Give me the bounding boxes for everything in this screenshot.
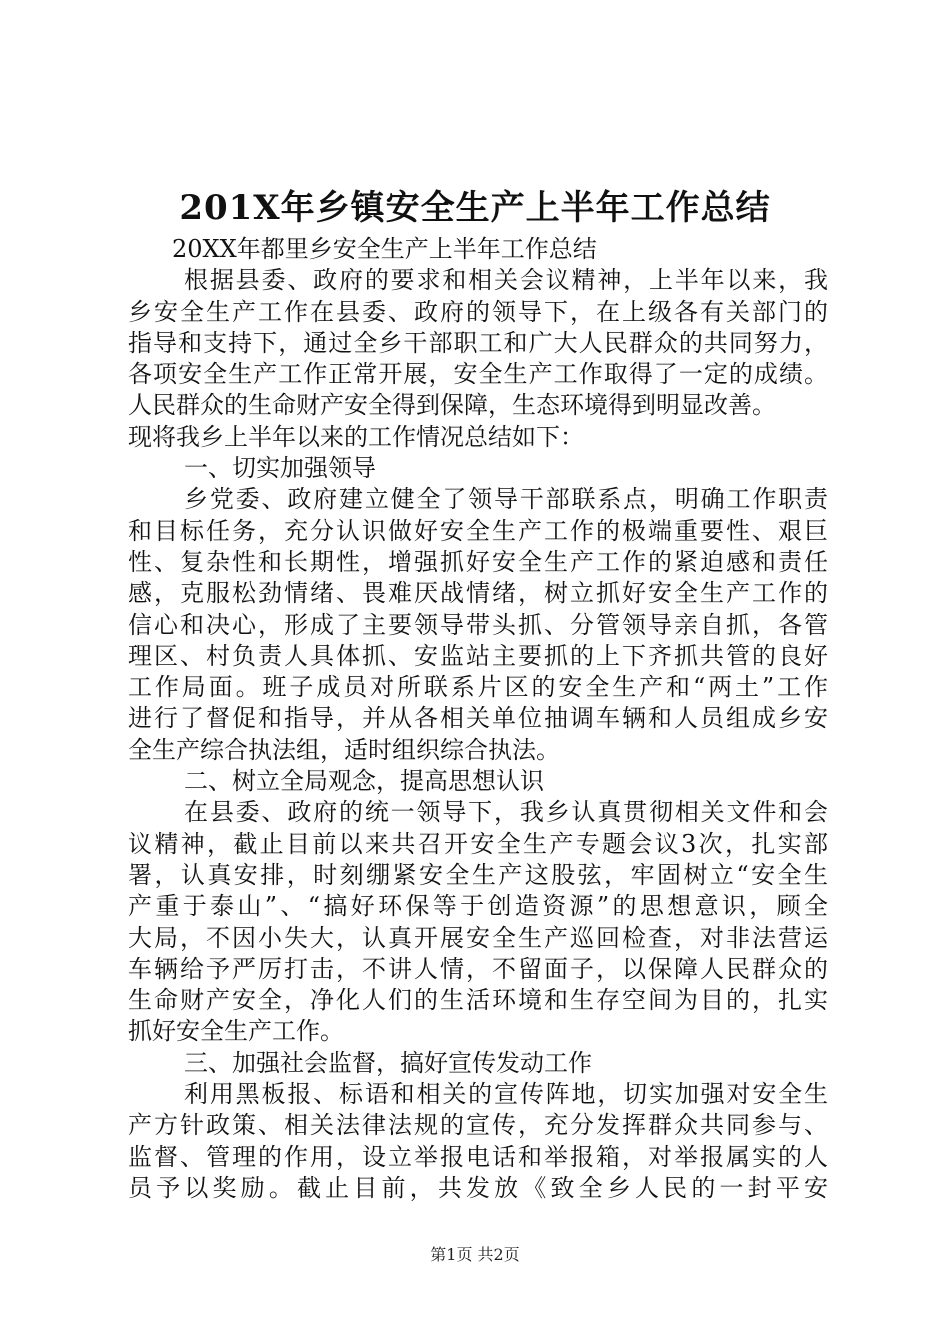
- body-line: 产方针政策、相关法律法规的宣传，充分发挥群众共同参与、: [128, 1111, 828, 1140]
- body-line: 信心和决心，形成了主要领导带头抓、分管领导亲自抓，各管: [128, 610, 828, 639]
- body-line: 性、复杂性和长期性，增强抓好安全生产工作的紧迫感和责任: [128, 547, 828, 576]
- page-number-footer: 第1页 共2页: [430, 1245, 520, 1264]
- section-heading-1: 一、切实加强领导: [184, 454, 376, 483]
- body-line: 产重于泰山”、“搞好环保等于创造资源”的思想意识，顾全: [128, 892, 828, 921]
- body-line: 车辆给予严厉打击，不讲人情，不留面子，以保障人民群众的: [128, 954, 828, 983]
- body-line: 和目标任务，充分认识做好安全生产工作的极端重要性、艰巨: [128, 516, 828, 545]
- body-line: 乡党委、政府建立健全了领导干部联系点，明确工作职责: [184, 485, 828, 514]
- body-line: 各项安全生产工作正常开展，安全生产工作取得了一定的成绩。: [128, 360, 828, 389]
- body-line: 乡安全生产工作在县委、政府的领导下，在上级各有关部门的: [128, 297, 828, 326]
- body-line: 在县委、政府的统一领导下，我乡认真贯彻相关文件和会: [184, 798, 828, 827]
- body-line: 理区、村负责人具体抓、安监站主要抓的上下齐抓共管的良好: [128, 641, 828, 670]
- body-line: 大局，不因小失大，认真开展安全生产巡回检查，对非法营运: [128, 923, 828, 952]
- body-line: 指导和支持下，通过全乡干部职工和广大人民群众的共同努力，: [128, 328, 828, 357]
- body-line: 进行了督促和指导，并从各相关单位抽调车辆和人员组成乡安: [128, 704, 828, 733]
- body-line: 人民群众的生命财产安全得到保障，生态环境得到明显改善。: [128, 391, 776, 420]
- section-heading-3: 三、加强社会监督，搞好宣传发动工作: [184, 1048, 592, 1077]
- body-line: 工作局面。班子成员对所联系片区的安全生产和“两土”工作: [128, 673, 828, 702]
- document-body: [128, 234, 828, 1204]
- body-line: 利用黑板报、标语和相关的宣传阵地，切实加强对安全生: [184, 1080, 828, 1109]
- body-line: 现将我乡上半年以来的工作情况总结如下：: [128, 422, 584, 451]
- body-line: 署，认真安排，时刻绷紧安全生产这股弦，牢固树立“安全生: [128, 860, 828, 889]
- body-line: 根据县委、政府的要求和相关会议精神，上半年以来，我: [184, 266, 828, 295]
- body-line: 感，克服松劲情绪、畏难厌战情绪，树立抓好安全生产工作的: [128, 579, 828, 608]
- document-title: 201X年乡镇安全生产上半年工作总结: [179, 188, 771, 228]
- body-line: 抓好安全生产工作。: [128, 1017, 344, 1046]
- body-line: 监督、管理的作用，设立举报电话和举报箱，对举报属实的人: [128, 1142, 828, 1171]
- body-line: 生命财产安全，净化人们的生活环境和生存空间为目的，扎实: [128, 986, 828, 1015]
- section-heading-2: 二、树立全局观念，提高思想认识: [184, 767, 544, 796]
- body-line: 议精神，截止目前以来共召开安全生产专题会议3次，扎实部: [128, 829, 828, 858]
- body-line-subtitle: 20XX年都里乡安全生产上半年工作总结: [172, 235, 597, 263]
- body-line: 全生产综合执法组，适时组织综合执法。: [128, 735, 560, 764]
- body-line: 员予以奖励。截止目前，共发放《致全乡人民的一封平安: [128, 1173, 828, 1202]
